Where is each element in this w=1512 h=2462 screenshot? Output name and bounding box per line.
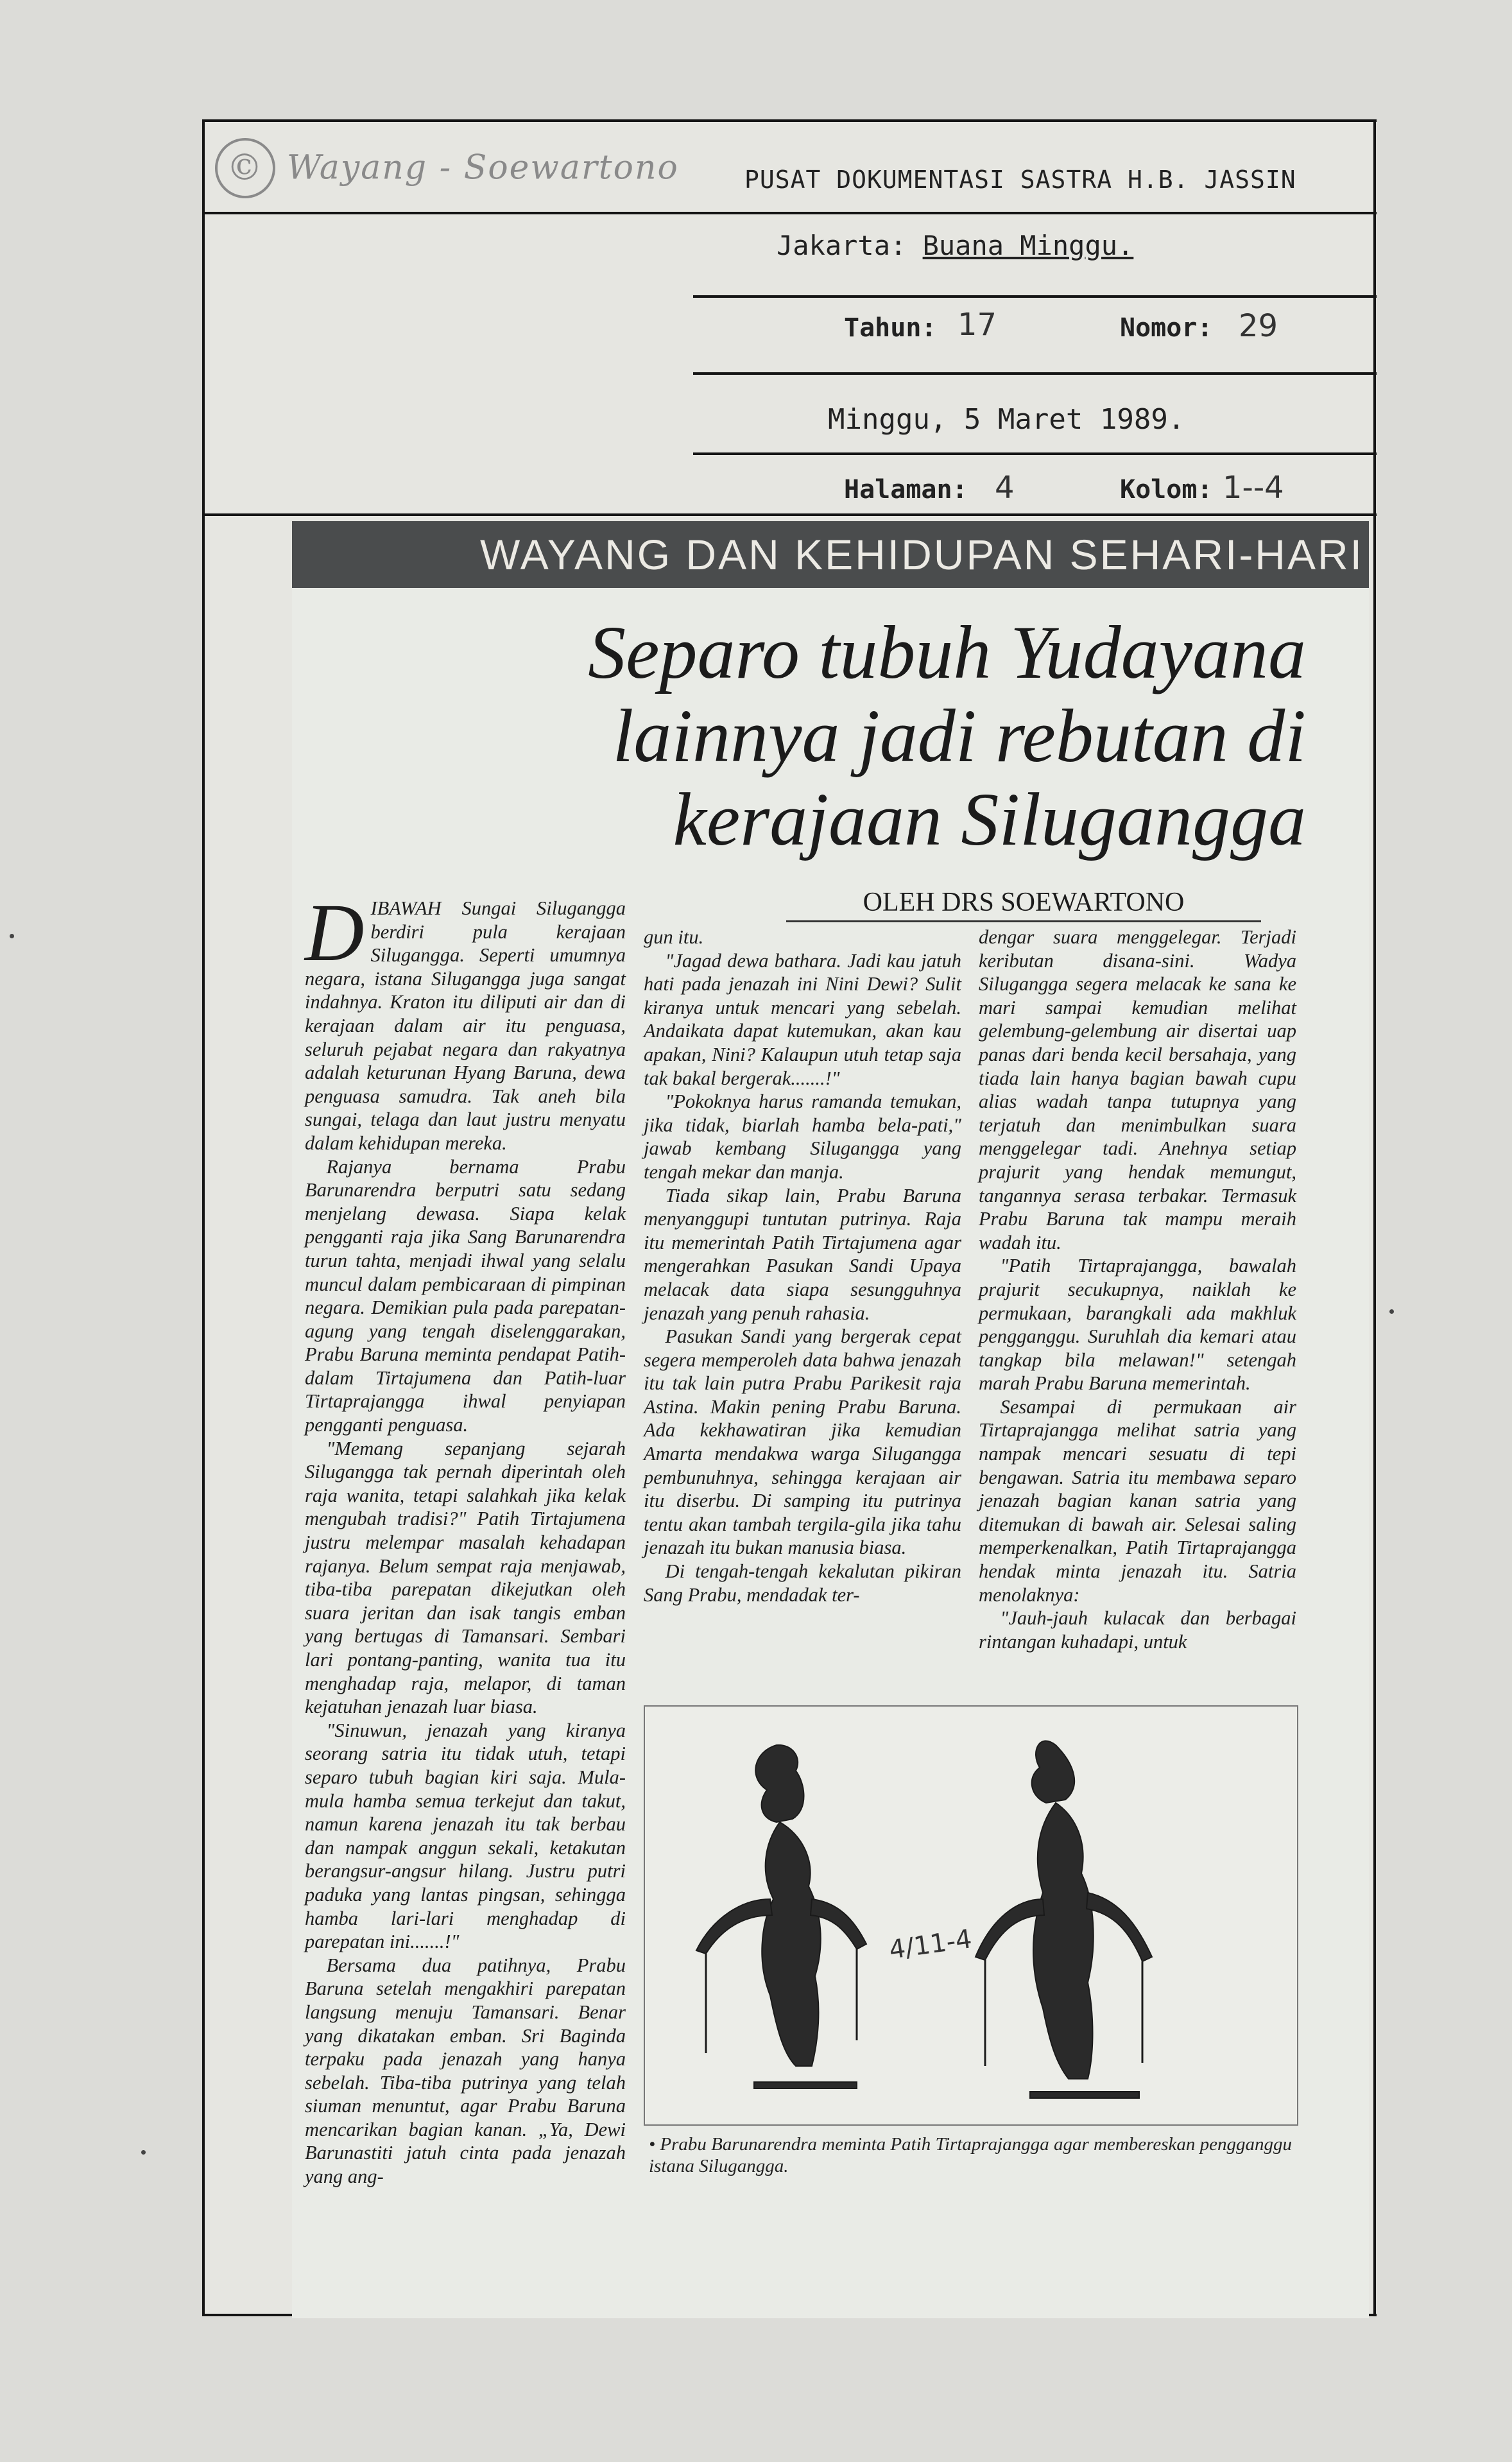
puppet-right <box>975 1741 1152 2098</box>
wayang-illustration <box>644 1705 1298 2126</box>
copyright-mark: © <box>215 138 275 198</box>
card-rule-page <box>202 513 1377 516</box>
headline <box>375 611 1306 861</box>
puppet-left <box>696 1745 866 2088</box>
paragraph: dengar suara menggelegar. Terjadi keributan disana-sini. Wadya Silugangga segera melacak ke sana ke mari sampai kemudian melihat gelembung-gelembung air disertai uap panas dari benda kecil bersahaja, yang tiada lain hanya bagian bawah cupu alias wadah tanpa tutupnya yang terjatuh dan menimbulkan suara menggelegar tadi. Anehnya setiap prajurit yang hendak memungut, tangannya serasa terbakar. Termasuk Prabu Baruna tak mampu meraih wadah itu. <box>979 926 1296 1253</box>
article-column-3 <box>979 925 1296 1653</box>
paragraph: Rajanya bernama Prabu Barunarendra berputri satu sedang menjelang dewasa. Siapa kelak pengganti raja jika Sang Barunarendra turun tahta, menjadi ihwal yang selalu muncul dalam pembicaraan di pimpinan negara. Demikian pula pada parepatan-agung yang tengah diselenggarakan, Prabu Baruna meminta pendapat Patih-dalam Tirtajumena dan Patih-luar Tirtaprajangga ihwal penyiapan pengganti penguasa. <box>305 1155 626 1436</box>
archive-name: PUSAT DOKUMENTASI SASTRA H.B. JASSIN <box>744 166 1296 194</box>
paragraph: "Memang sepanjang sejarah Silugangga tak pernah diperintah oleh raja wanita, tetapi salahkah jika kelak mengubah tradisi?" Patih Tirtajumena justru melempar masalah kehadapan rajanya. Belum sempat raja menjawab, tiba-tiba parepatan dikejutkan oleh suara jeritan dan isak tangis emban yang bertugas di Tamansari. Sembari lari pontang-panting, wanita tua itu menghadap raja, melapor, di taman kejatuhan jenazah luar biasa. <box>305 1437 626 1718</box>
publication-date: Minggu, 5 Maret 1989. <box>828 403 1185 436</box>
card-rule-issue <box>693 372 1377 375</box>
issue-label: Nomor: <box>1120 313 1213 343</box>
handwritten-note <box>215 138 722 215</box>
paragraph: "Patih Tirtaprajangga, bawalah prajurit secukupnya, naiklah ke permukaan, barangkali ada makhluk pengganggu. Suruhlah dia kemari atau tangkap bila melawan!" setengah marah Prabu Baruna memerintah. <box>979 1255 1296 1395</box>
illustration-handwritten-note: 4/11-4 <box>887 1924 974 1965</box>
newspaper-clipping <box>292 521 1369 2318</box>
paragraph: "Jagad dewa bathara. Jadi kau jatuh hati pada jenazah ini Nini Dewi? Sulit kiranya untuk mencari yang sebelah. Andaikata dapat kutemukan, akan kau apakan, Nini? Kalaupun utuh tetap saja tak bakal bergerak.......!" <box>644 949 961 1089</box>
punch-mark <box>1389 1309 1394 1314</box>
illustration-caption: • Prabu Barunarendra meminta Patih Tirtaprajangga agar membereskan pengganggu istana Silugangga. <box>649 2134 1293 2176</box>
paragraph <box>305 887 626 1155</box>
issue-value: 29 <box>1239 308 1278 344</box>
page-value: 4 <box>995 470 1015 506</box>
article-column-2 <box>644 925 961 1606</box>
year-value: 17 <box>958 307 997 343</box>
source-city: Jakarta: <box>777 230 907 261</box>
paragraph: Di tengah-tengah kekalutan pikiran Sang Prabu, mendadak ter- <box>644 1560 961 1606</box>
paragraph: Pasukan Sandi yang bergerak cepat segera memperoleh data bahwa jenazah itu tak lain putra Prabu Parikesit raja Astina. Makin pening Prabu Baruna. Ada kekhawatiran jika kemudian Amarta mendakwa warga Silugangga pembunuhnya, sehingga kerajaan air itu diserbu. Di samping itu putrinya tentu akan tambah tergila-gila jika tahu jenazah itu bukan manusia biasa. <box>644 1325 961 1559</box>
card-rule-date <box>693 452 1377 455</box>
page-label: Halaman: <box>844 475 968 504</box>
punch-mark <box>141 2150 146 2155</box>
year-label: Tahun: <box>844 313 937 343</box>
card-rule-top <box>202 119 1377 122</box>
drop-cap: D <box>305 887 365 978</box>
paragraph: Sesampai di permukaan air Tirtaprajangga melihat satria yang nampak mencari sesuatu di tepi bengawan. Satria itu membawa separo jenazah bagian kanan satria yang ditemukan di bawah air. Selesai saling memperkenalkan, Patih Tirtaprajangga hendak minta jenazah itu. Satria menolaknya: <box>979 1395 1296 1606</box>
paragraph: Tiada sikap lain, Prabu Baruna menyanggupi tuntutan putrinya. Raja itu memerintah Patih Tirtajumena agar mengerahkan Pasukan Sandi Upaya melacak data siapa sesungguhnya jenazah yang penuh rahasia. <box>644 1184 961 1324</box>
card-rule-source <box>693 295 1377 298</box>
source-paper: Buana Minggu. <box>922 230 1134 261</box>
article-column-1 <box>305 887 626 2189</box>
card-rule-left <box>202 119 205 2316</box>
punch-mark <box>10 934 14 938</box>
byline: OLEH DRS SOEWARTONO <box>786 887 1261 922</box>
column-value: 1--4 <box>1223 470 1284 506</box>
card-rule-right <box>1373 119 1376 2316</box>
column-label: Kolom: <box>1120 475 1213 504</box>
paragraph: gun itu. <box>644 926 704 948</box>
headline-line-2: lainnya jadi rebutan di <box>612 694 1306 778</box>
paragraph: "Pokoknya harus ramanda temukan, jika tidak, biarlah hamba bela-pati," jawab kembang Silugangga yang tengah mekar dan manja. <box>644 1090 961 1183</box>
wayang-puppets-drawing <box>645 1707 1300 2127</box>
handwritten-label: Wayang - Soewartono <box>287 148 679 187</box>
headline-line-3: kerajaan Silugangga <box>673 777 1306 861</box>
paragraph: Bersama dua patihnya, Prabu Baruna setelah mengakhiri parepatan langsung menuju Tamansari. Benar yang dikatakan emban. Sri Baginda terpaku pada jenazah yang hanya sebelah. Tiba-tiba putrinya yang telah siuman menuntut, agar Prabu Baruna mencarikan bagian kanan. „Ya, Dewi Barunastiti jatuh cinta pada jenazah yang ang- <box>305 1954 626 2188</box>
headline-line-1: Separo tubuh Yudayana <box>588 610 1306 694</box>
paragraph-text: IBAWAH Sungai Silugangga berdiri pula kerajaan Silugangga. Seperti umumnya negara, istana Silugangga juga sangat indahnya. Kraton itu diliputi air dan di kerajaan dalam air itu penguasa, seluruh pejabat negara dan rakyatnya adalah keturunan Hyang Baruna, dewa penguasa samudra. Tak aneh bila sungai, telaga dan laut justru menyatu dalam kehidupan mereka. <box>305 897 626 1154</box>
section-rubric: WAYANG DAN KEHIDUPAN SEHARI-HARI <box>292 521 1369 588</box>
source-line <box>777 230 1133 261</box>
paragraph: "Jauh-jauh kulacak dan berbagai rintangan kuhadapi, untuk <box>979 1607 1296 1653</box>
paragraph: "Sinuwun, jenazah yang kiranya seorang satria itu tidak utuh, tetapi separo tubuh bagian kiri saja. Mula-mula hamba semua terkejut dan takut, namun karena jenazah itu tak berbau dan nampak anggun sekali, ketakutan berangsur-angsur hilang. Justru putri paduka yang lantas pingsan, sehingga hamba lari-lari menghadap di parepatan ini.......!" <box>305 1719 626 1953</box>
